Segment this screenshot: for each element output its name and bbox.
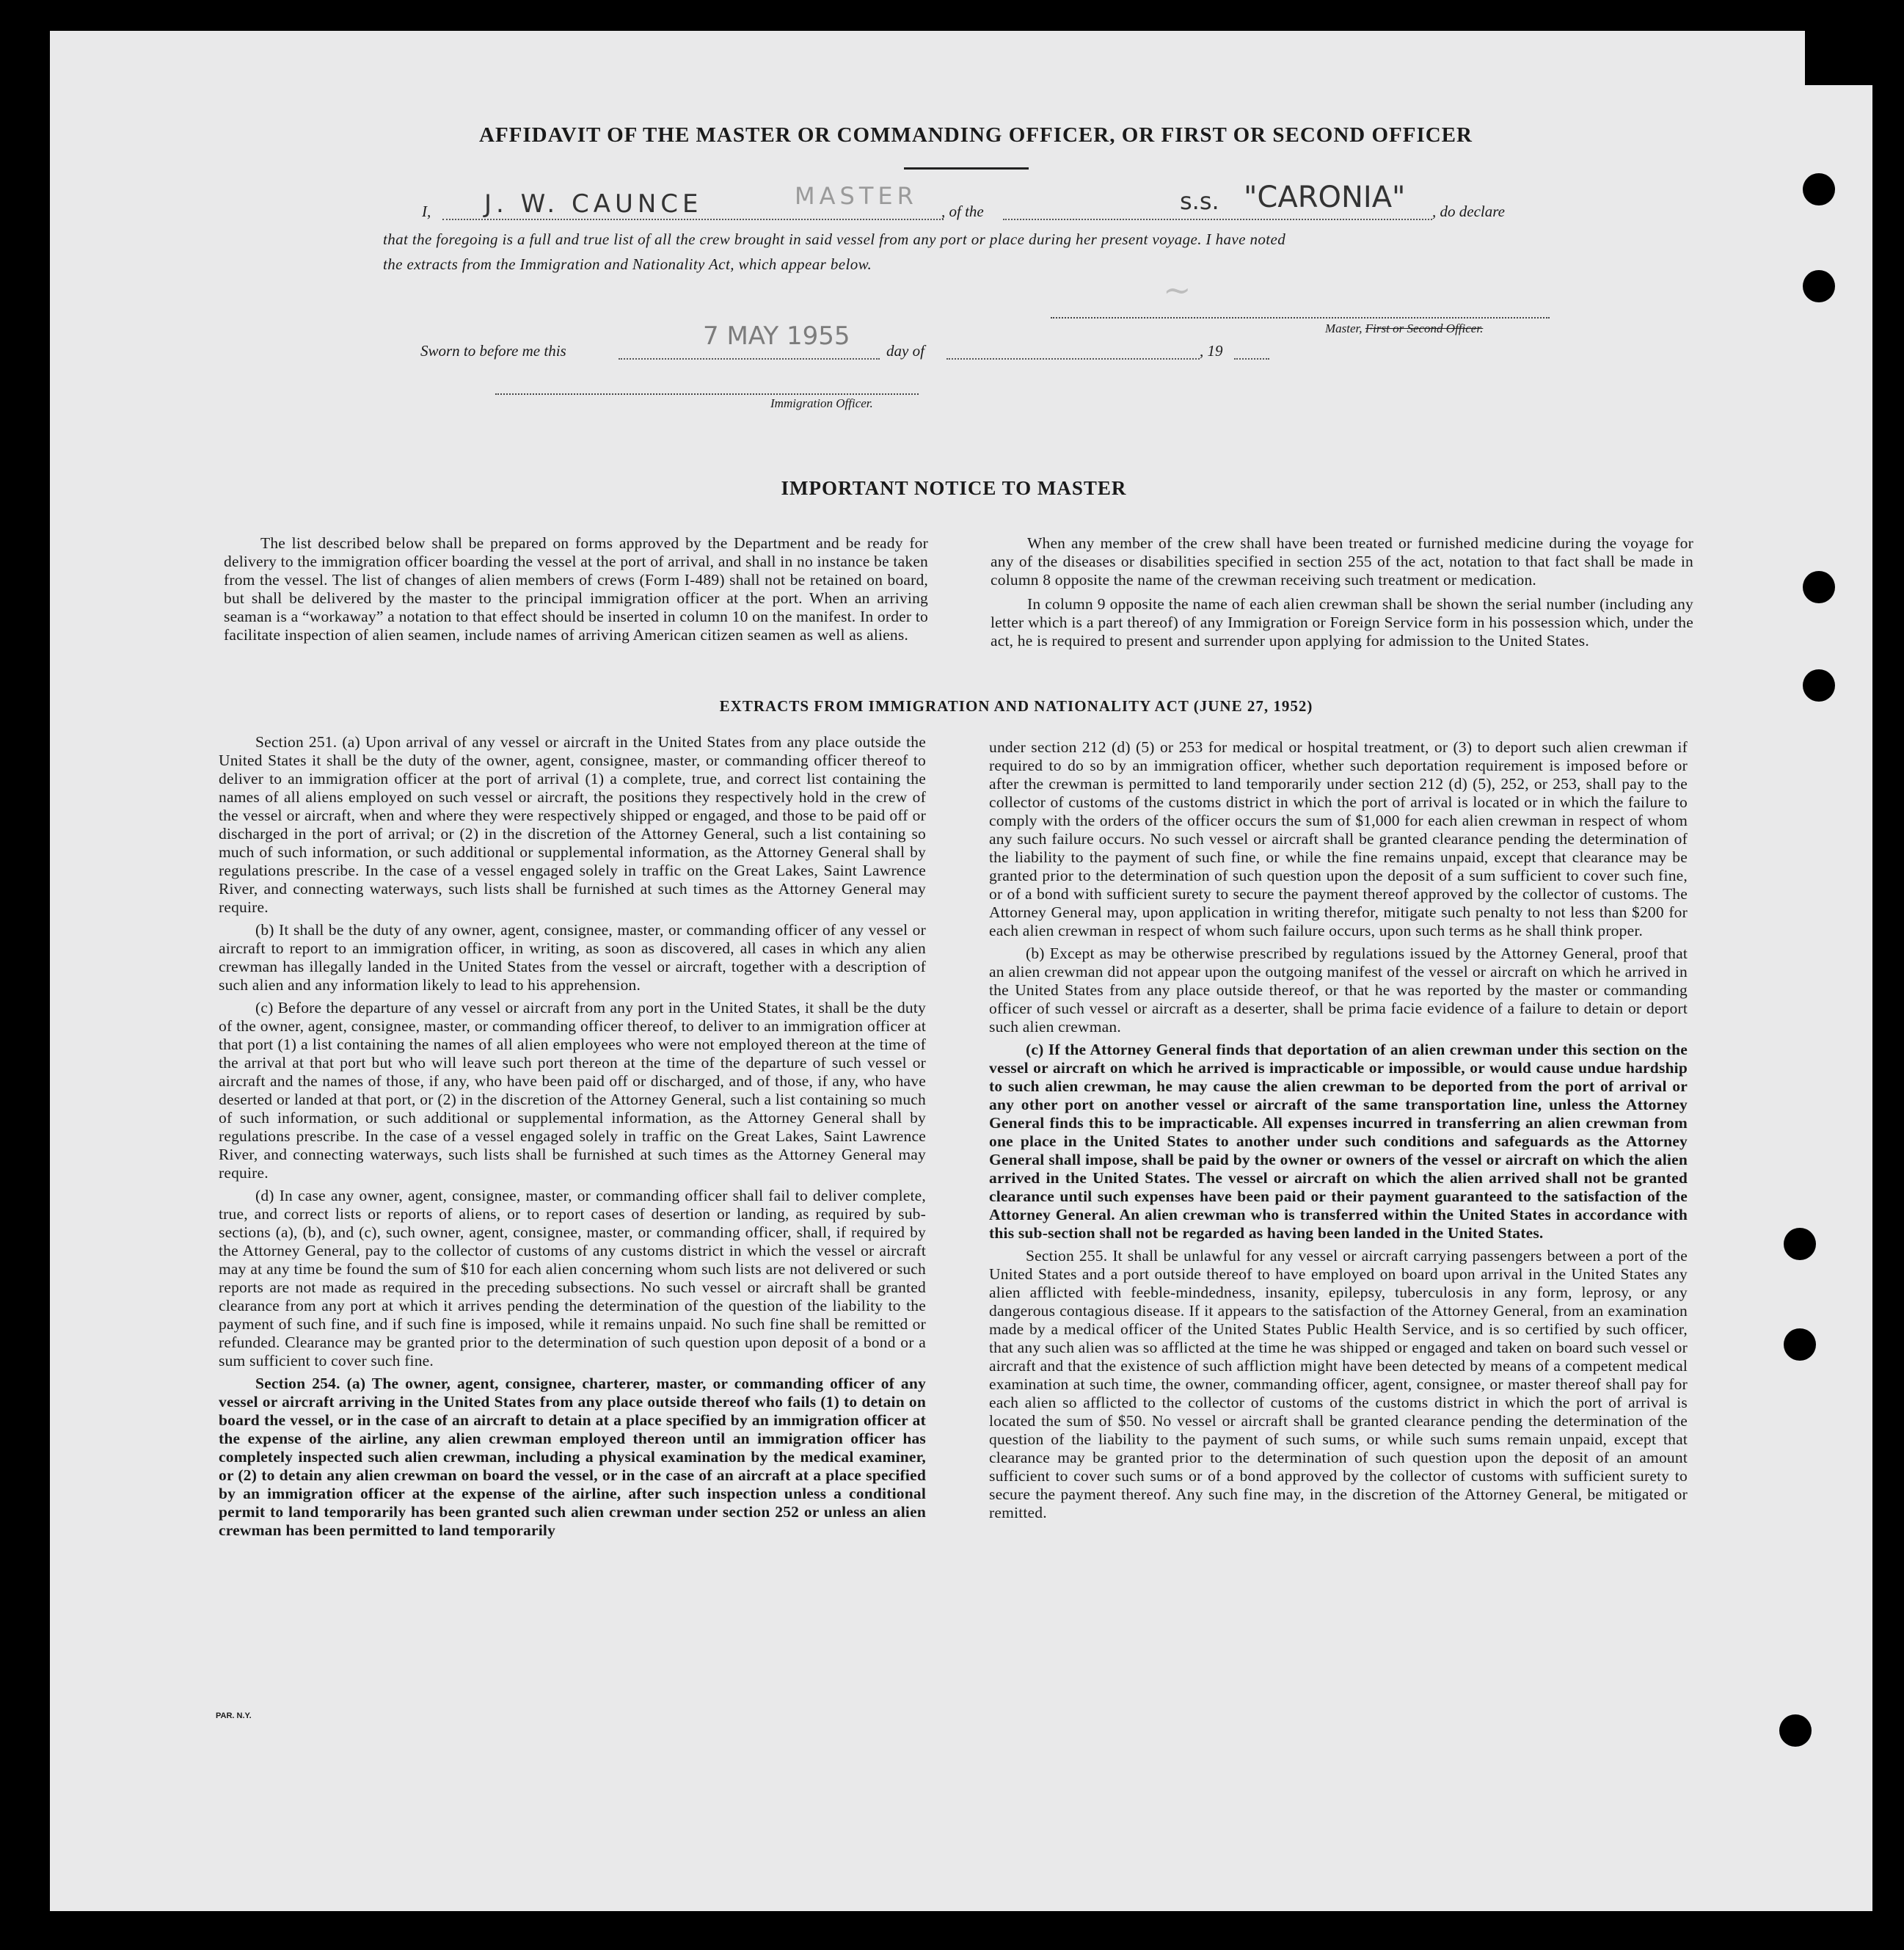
struck-officer-label: First or Second Officer. — [1365, 321, 1484, 335]
master-signature: ~ — [1163, 270, 1192, 310]
section-254-b: (b) Except as may be otherwise prescribed by regulations issued by the Attorney General, proof that an alien crewman did not appear upon the outgoing manifest of the vessel or aircraft on which he arrived in the United States from any place outside thereof, or that he was reported by the master or commanding officer of such vessel or aircraft as a deserter, shall be prima facie evidence of a failure to detain or deport such alien crewman. — [989, 945, 1688, 1036]
sworn-label: Sworn to before me this — [420, 342, 566, 360]
printer-mark: PAR. N.Y. — [216, 1711, 252, 1720]
punch-hole — [1803, 270, 1835, 302]
year-line — [1234, 358, 1269, 360]
punch-hole — [1779, 1714, 1812, 1747]
punch-hole — [1784, 1328, 1816, 1361]
notice-right-paragraph-1: When any member of the crew shall have been treated or furnished medicine during the voyage for any of the diseases or disabilities specified in section 255 of the act, notation to that fact shall be made in column 8 opposite the name of the crewman receiving such treatment or medication. — [991, 534, 1693, 589]
punch-hole — [1784, 1228, 1816, 1260]
section-251-c: (c) Before the departure of any vessel or aircraft from any port in the United States, it shall be the duty of the owner, agent, consignee, master, or commanding officer thereof, to deliver to an immigration officer at that port (1) a list containing the names of all alien employees who were not employed thereon at the time of the arrival at that port but who will leave such port thereon at the time of the departure of such vessel or aircraft and the names of those, if any, who have been paid off or discharged, and of those, if any, who have deserted or landed at that port, or (2) in the discretion of the Attorney General, such a list containing so much of such information, or such additional or supplemental information, as the Attorney General shall by regulations prescribe. In the case of a vessel engaged solely in traffic on the Great Lakes, Saint Lawrence River, and connecting waterways, such lists shall be furnished at such times as the Attorney General may require. — [219, 999, 926, 1182]
ship-prefix: s.s. — [1180, 187, 1219, 215]
name-field-line — [442, 219, 944, 220]
section-255: Section 255. It shall be unlawful for any vessel or aircraft carrying passengers between a port of the United States and a port outside thereof to have employed on board upon arrival in the United States any alien afflicted with feeble-mindedness, insanity, epilepsy, tuberculosis in any form, leprosy, or any dangerous contagious disease. If it appears to the satisfaction of the Attorney General, from an examination made by a medical officer of the United States Public Health Service, and is so certified by such officer, that any such alien was so afflicted at the time he was shipped or engaged and taken on board such vessel or aircraft and that the existence of such affliction might have been detected by means of a competent medical examination at such time, the owner, commanding officer, agent, consignee, or master thereof shall pay for each alien so afflicted to the collector of customs of the customs district in which the port of arrival is located the sum of $50. No vessel or aircraft shall be granted clearance pending the determination of the question of the liability to the payment of such sums, or while such sums remain unpaid, except that clearance may be granted prior to the determination of such question upon the deposit of an amount sufficient to cover such sums or of a bond approved by the collector of customs with sufficient surety to secure the payment thereof. Any such fine may, in the discretion of the Attorney General, be mitigated or remitted. — [989, 1247, 1688, 1521]
punch-hole — [1803, 571, 1835, 603]
title-divider — [904, 167, 1029, 170]
notice-left-column — [224, 534, 928, 644]
name-handwritten: J. W. CAUNCE — [484, 189, 703, 219]
of-the-label: , of the — [941, 203, 984, 220]
immigration-officer-label: Immigration Officer. — [770, 396, 873, 410]
day-of-label: day of — [886, 342, 924, 360]
immigration-officer-line — [495, 393, 919, 395]
section-254-a: Section 254. (a) The owner, agent, consignee, charterer, master, or commanding officer of any vessel or aircraft arriving in the United States from any place outside thereof who fails (1) to detain on board the vessel, or in the case of an aircraft to detain at a place specified by an immigration officer at the expense of the airline, any alien crewman employed thereon until an immigration officer has completely inspected such alien crewman, including a physical examination by the medical examiner, or (2) to detain any alien crewman on board the vessel, or in the case of an aircraft at a place specified by an immigration officer at the expense of the airline, after such inspection unless a conditional permit to land temporarily has been granted such alien crewman under section 252 or unless an alien crewman has been permitted to land temporarily — [219, 1375, 926, 1539]
extracts-heading: EXTRACTS FROM IMMIGRATION AND NATIONALITY ACT (JUNE 27, 1952) — [719, 697, 1313, 715]
ship-name: "CARONIA" — [1244, 181, 1406, 214]
affidavit-title: AFFIDAVIT OF THE MASTER OR COMMANDING OFFICER, OR FIRST OR SECOND OFFICER — [479, 123, 1473, 147]
declaration-line-1: that the foregoing is a full and true list of all the crew brought in said vessel from any port or place during her present voyage. I have noted — [383, 230, 1286, 248]
line-i-label: I, — [422, 203, 431, 220]
master-label-prefix: Master, — [1325, 321, 1365, 335]
year-prefix: , 19 — [1200, 342, 1223, 360]
extracts-left-column — [219, 733, 926, 1544]
page-corner-cutout — [1805, 31, 1872, 85]
notice-heading: IMPORTANT NOTICE TO MASTER — [781, 477, 1127, 499]
punch-hole — [1803, 173, 1835, 205]
do-declare-label: , do declare — [1432, 203, 1505, 220]
section-251-a: Section 251. (a) Upon arrival of any vessel or aircraft in the United States from any place outside the United States it shall be the duty of the owner, agent, consignee, master, or commanding officer thereof to deliver to an immigration officer at the port of arrival (1) a complete, true, and correct list containing the names of all aliens employed on such vessel or aircraft, the positions they respectively hold in the crew of the vessel or aircraft, when and where they were respectively shipped or engaged, and those to be paid off or discharged in the port of arrival; or (2) in the discretion of the Attorney General, such a list containing so much of such information, or such additional or supplemental information, as the Attorney General shall by regulations prescribe. In the case of a vessel engaged solely in traffic on the Great Lakes, Saint Lawrence River, and connecting waterways, such lists shall be furnished at such times as the Attorney General may require. — [219, 733, 926, 916]
date-stamp: 7 MAY 1955 — [703, 321, 850, 351]
notice-left-paragraph: The list described below shall be prepared on forms approved by the Department and be ready for delivery to the immigration officer boarding the vessel at the port of arrival, and shall in no instance be taken from the vessel. The list of changes of alien members of crews (Form I-489) shall not be retained on board, but shall be delivered by the master to the principal immigration officer at the port. When an arriving seaman is a “workaway” a notation to that effect should be inserted in column 10 on the manifest. In order to facilitate inspection of alien seamen, include names of arriving American citizen seamen as well as aliens. — [224, 534, 928, 644]
rank-stamp: MASTER — [795, 182, 918, 210]
sworn-day-line — [619, 358, 880, 360]
section-251-d: (d) In case any owner, agent, consignee, master, or commanding officer shall fail to deliver complete, true, and correct lists or reports of aliens, or to report cases of desertion or landing, as required by sub-sections (a), (b), and (c), such owner, agent, consignee, master, or commanding officer, shall, if required by the Attorney General, pay to the collector of customs of any customs district in which the vessel or aircraft may at any time be found the sum of $10 for each alien concerning whom such lists are not delivered or such reports are not made as required in the preceding subsections. No such vessel or aircraft shall be granted clearance from any port at which it arrives pending the determination of the question of the liability to the payment of such fine, and if such fine is imposed, while it remains unpaid. No such fine shall be remitted or refunded. Clearance may be granted prior to the determination of such question upon deposit of a bond or a sum sufficient to cover such fine. — [219, 1187, 926, 1369]
master-label — [1325, 321, 1483, 336]
notice-right-paragraph-2: In column 9 opposite the name of each alien crewman shall be shown the serial number (including any letter which is a part thereof) of any Immigration or Foreign Service form in his possession which, under the act, he is required to present and surrender upon applying for admission to the United States. — [991, 595, 1693, 650]
declaration-line-2: the extracts from the Immigration and Nationality Act, which appear below. — [383, 255, 872, 273]
section-251-b: (b) It shall be the duty of any owner, agent, consignee, master, or commanding officer of any vessel or aircraft to report to an immigration officer, in writing, as soon as discovered, all cases in which any alien crewman has illegally landed in the United States from the vessel or aircraft, together with a description of such alien and any information likely to lead to his apprehension. — [219, 921, 926, 994]
section-254-a-continued: under section 212 (d) (5) or 253 for medical or hospital treatment, or (3) to deport such alien crewman if required to do so by an immigration officer, whether such deportation requirement is imposed before or after the crewman is permitted to land temporarily under section 212 (d) (5), 252, or 253, shall pay to the collector of customs of the customs district in which the port of arrival is located or in which the failure to comply with the orders of the officer occurs the sum of $1,000 for each alien crewman in respect of whom any such failure occurs. No such vessel or aircraft shall be granted clearance pending the determination of the liability to the payment of such fine, or while the fine remains unpaid, except that clearance may be granted prior to the determination of such question upon the deposit of a sum sufficient to cover such fine, or of a bond with sufficient surety to secure the payment thereof approved by the collector of customs. The Attorney General may, upon application in writing therefor, mitigate such penalty to not less than $200 for each alien crewman in respect of whom such failure occurs, upon such terms as he shall think proper. — [989, 738, 1688, 939]
section-254-c: (c) If the Attorney General finds that deportation of an alien crewman under this section on the vessel or aircraft on which he arrived is impracticable or impossible, or would cause undue hardship to such alien crewman, he may cause the alien crewman to be deported from the port of arrival or any other port on another vessel or aircraft of the same transportation line, unless the Attorney General finds this to be impracticable. All expenses incurred in transferring an alien crewman from one place in the United States to another under such conditions and safeguards as the Attorney General shall impose, shall be paid by the owner or owners of the vessel or aircraft on which the alien arrived in the United States. The vessel or aircraft on which the alien arrived shall not be granted clearance until such expenses have been paid or their payment guaranteed to the satisfaction of the Attorney General. An alien crewman who is transferred within the United States in accordance with this sub-section shall not be regarded as having been landed in the United States. — [989, 1041, 1688, 1242]
notice-right-column — [991, 534, 1693, 650]
extracts-right-column — [989, 738, 1688, 1527]
signature-line — [1051, 317, 1550, 319]
ship-field-line — [1003, 219, 1432, 220]
punch-hole — [1803, 669, 1835, 702]
sworn-month-line — [946, 358, 1200, 360]
